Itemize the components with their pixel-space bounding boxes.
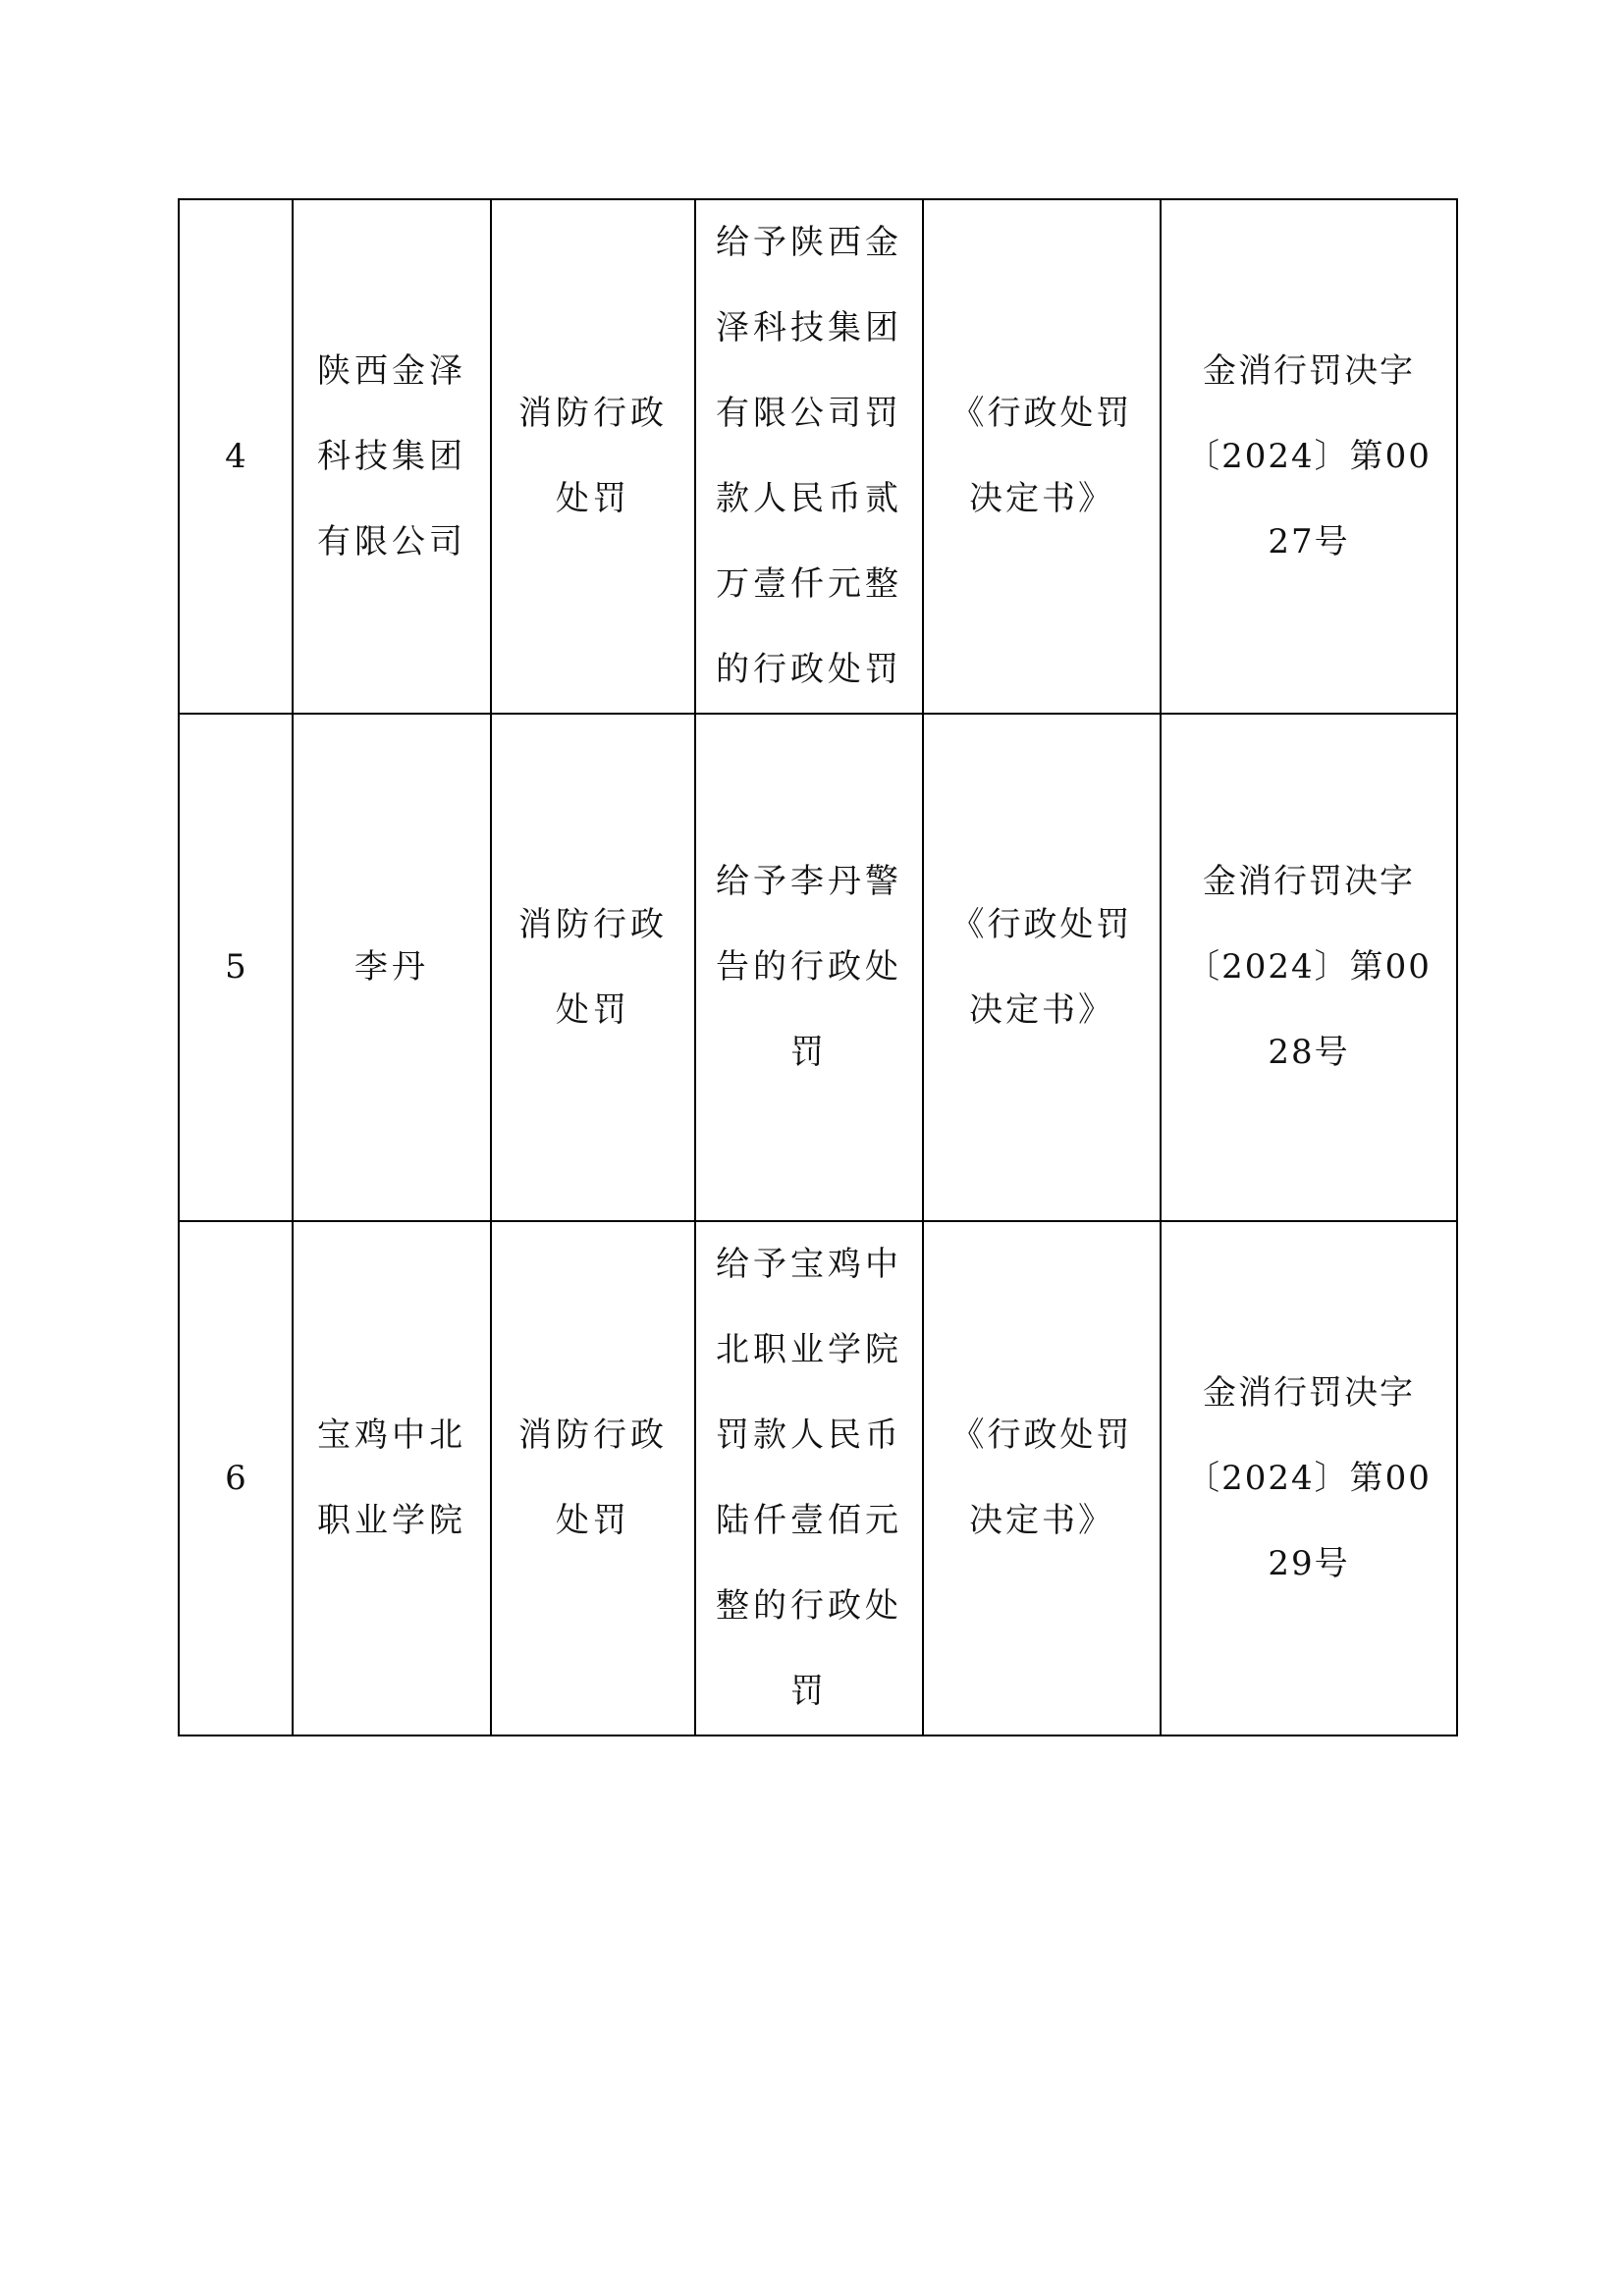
decision-type-cell: 《行政处罚决定书》 (923, 714, 1161, 1221)
penalty-category-cell: 消防行政处罚 (491, 199, 695, 714)
document-number-cell: 金消行罚决字〔2024〕第0027号 (1161, 199, 1457, 714)
table-row (179, 1221, 1457, 1735)
table-row (179, 714, 1457, 1221)
party-name-cell: 陕西金泽科技集团有限公司 (293, 199, 491, 714)
party-name-cell: 李丹 (293, 714, 491, 1221)
decision-type-cell: 《行政处罚决定书》 (923, 199, 1161, 714)
document-number-cell: 金消行罚决字〔2024〕第0029号 (1161, 1221, 1457, 1735)
penalty-content-cell: 给予李丹警告的行政处罚 (695, 714, 923, 1221)
row-number-cell: 5 (179, 714, 293, 1221)
table-row (179, 199, 1457, 714)
penalty-category-cell: 消防行政处罚 (491, 714, 695, 1221)
penalty-table (178, 198, 1458, 1736)
penalty-content-cell: 给予宝鸡中北职业学院罚款人民币陆仟壹佰元整的行政处罚 (695, 1221, 923, 1735)
party-name-cell: 宝鸡中北职业学院 (293, 1221, 491, 1735)
penalty-category-cell: 消防行政处罚 (491, 1221, 695, 1735)
row-number-cell: 6 (179, 1221, 293, 1735)
penalty-content-cell: 给予陕西金泽科技集团有限公司罚款人民币贰万壹仟元整的行政处罚 (695, 199, 923, 714)
decision-type-cell: 《行政处罚决定书》 (923, 1221, 1161, 1735)
row-number-cell: 4 (179, 199, 293, 714)
document-number-cell: 金消行罚决字〔2024〕第0028号 (1161, 714, 1457, 1221)
